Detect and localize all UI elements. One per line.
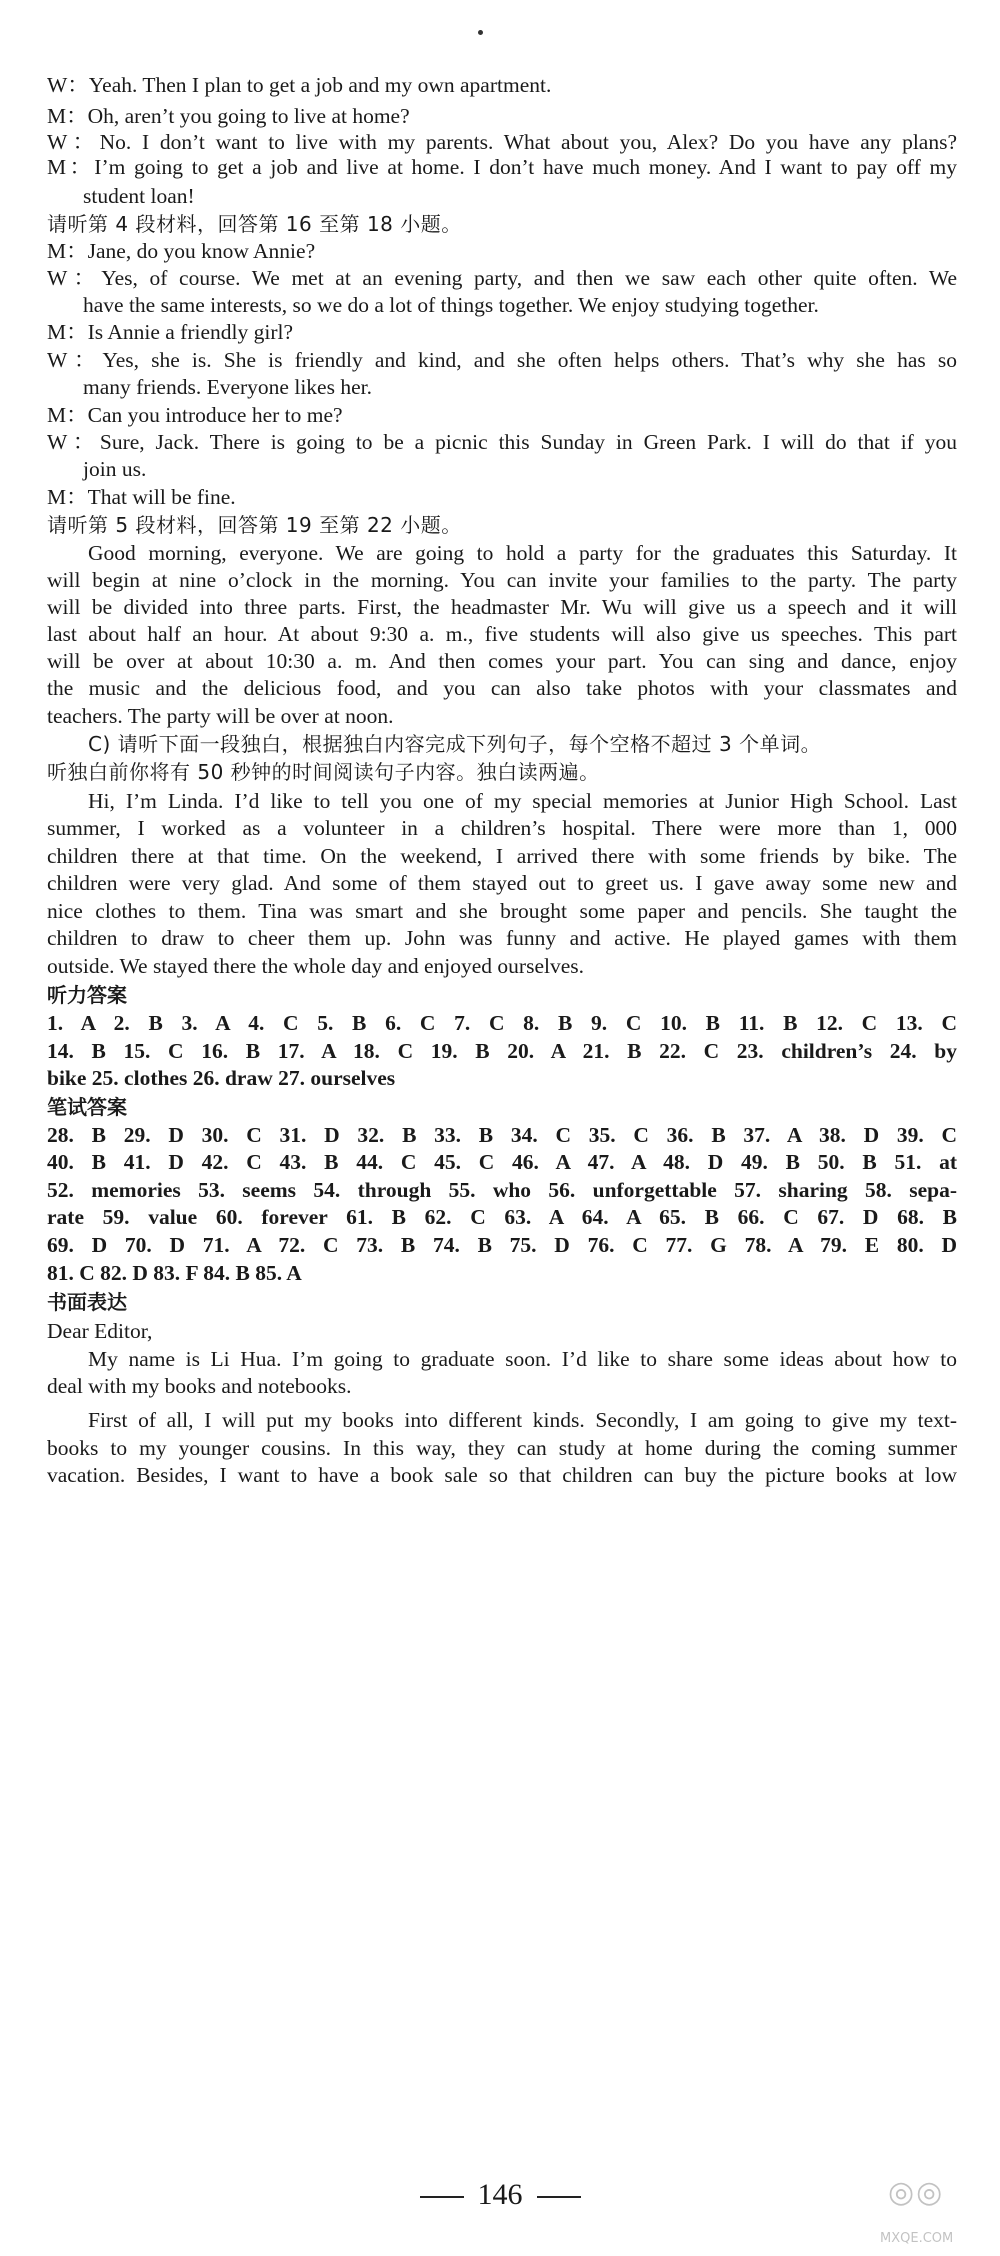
dialogue-line: have the same interests, so we do a lot of things together. We enjoy studying together. [83, 293, 819, 317]
dialogue-line: W：Sure, Jack. There is going to be a picnic this Sunday in Green Park. I will do that if you [47, 430, 957, 454]
answer-line: 69. D 70. D 71. A 72. C 73. B 74. B 75. D 76. C 77. G 78. A 79. E 80. D [47, 1233, 957, 1257]
monologue-line: Good morning, everyone. We are going to hold a party for the graduates this Saturday. It [88, 541, 957, 565]
letter-line: books to my younger cousins. In this way, they can study at home during the coming summer [47, 1436, 957, 1460]
dialogue-line: M：Jane, do you know Annie? [47, 239, 316, 263]
letter-line: First of all, I will put my books into different kinds. Secondly, I am going to give my text- [88, 1408, 957, 1432]
monologue-line: last about half an hour. At about 9:30 a. m., five students will also give us speeches. This part [47, 622, 957, 646]
watermark-mark: ◎◎ [888, 2175, 945, 2210]
dialogue-line: W：No. I don’t want to live with my parents. What about you, Alex? Do you have any plans? [47, 130, 957, 154]
dialogue-line: W：Yeah. Then I plan to get a job and my own apartment. [47, 73, 552, 97]
dialogue-line: W：Yes, she is. She is friendly and kind, and she often helps others. That’s why she has so [47, 348, 957, 372]
letter-salutation: Dear Editor, [47, 1319, 153, 1343]
answer-line: 28. B 29. D 30. C 31. D 32. B 33. B 34. C 35. C 36. B 37. A 38. D 39. C [47, 1123, 957, 1147]
section-instruction: 请听第 4 段材料，回答第 16 至第 18 小题。 [47, 212, 462, 236]
dialogue-line: M：I’m going to get a job and live at home. I don’t have much money. And I want to pay off my [47, 155, 957, 179]
answer-line: 52. memories 53. seems 54. through 55. who 56. unforgettable 57. sharing 58. sepa- [47, 1178, 957, 1202]
dialogue-line: many friends. Everyone likes her. [83, 375, 372, 399]
watermark-logo [880, 2175, 980, 2250]
page-number-dash [420, 2196, 464, 2198]
dialogue-line: M：Can you introduce her to me? [47, 403, 343, 427]
answer-line: 14. B 15. C 16. B 17. A 18. C 19. B 20. A 21. B 22. C 23. children’s 24. by [47, 1039, 957, 1063]
dialogue-line: M：That will be fine. [47, 485, 236, 509]
monologue-line: children were very glad. And some of them stayed out to greet us. I gave away some new and [47, 871, 957, 895]
monologue-line: Hi, I’m Linda. I’d like to tell you one of my special memories at Junior High School. Last [88, 789, 957, 813]
letter-line: vacation. Besides, I want to have a book sale so that children can buy the picture books at low [47, 1463, 957, 1487]
answer-line: bike 25. clothes 26. draw 27. ourselves [47, 1066, 396, 1090]
part-c-instruction: C) 请听下面一段独白，根据独白内容完成下列句子，每个空格不超过 3 个单词。 [88, 732, 822, 756]
monologue-line: children there at that time. On the weekend, I arrived there with some friends by bike. The [47, 844, 957, 868]
monologue-line: nice clothes to them. Tina was smart and she brought some paper and pencils. She taught the [47, 899, 957, 923]
section-instruction: 请听第 5 段材料，回答第 19 至第 22 小题。 [47, 513, 462, 537]
page-number-value: 146 [477, 2178, 523, 2211]
answer-line: 1. A 2. B 3. A 4. C 5. B 6. C 7. C 8. B 9. C 10. B 11. B 12. C 13. C [47, 1011, 957, 1035]
dialogue-line: M：Oh, aren’t you going to live at home? [47, 104, 410, 128]
written-answers-heading: 笔试答案 [47, 1095, 127, 1119]
answer-line: 40. B 41. D 42. C 43. B 44. C 45. C 46. A 47. A 48. D 49. B 50. B 51. at [47, 1150, 957, 1174]
dialogue-line: join us. [83, 457, 147, 481]
monologue-line: will begin at nine o’clock in the morning. You can invite your families to the party. The party [47, 568, 957, 592]
writing-heading: 书面表达 [47, 1290, 127, 1314]
decorative-dot [478, 30, 483, 35]
monologue-line: outside. We stayed there the whole day and enjoyed ourselves. [47, 954, 585, 978]
dialogue-line: W：Yes, of course. We met at an evening party, and then we saw each other quite often. We [47, 266, 957, 290]
letter-line: My name is Li Hua. I’m going to graduate soon. I’d like to share some ideas about how to [88, 1347, 957, 1371]
page-number-dash [537, 2196, 581, 2198]
monologue-line: will be over at about 10:30 a. m. And then comes your part. You can sing and dance, enjoy [47, 649, 957, 673]
monologue-line: will be divided into three parts. First, the headmaster Mr. Wu will give us a speech and it will [47, 595, 957, 619]
monologue-line: the music and the delicious food, and you can also take photos with your classmates and [47, 676, 957, 700]
page-number [400, 2178, 600, 2212]
answer-line: 81. C 82. D 83. F 84. B 85. A [47, 1261, 302, 1285]
listening-answers-heading: 听力答案 [47, 983, 127, 1007]
monologue-line: summer, I worked as a volunteer in a children’s hospital. There were more than 1, 000 [47, 816, 957, 840]
monologue-line: children to draw to cheer them up. John was funny and active. He played games with them [47, 926, 957, 950]
dialogue-line: M：Is Annie a friendly girl? [47, 320, 294, 344]
monologue-line: teachers. The party will be over at noon. [47, 704, 394, 728]
watermark-url: MXQE.COM [880, 2231, 954, 2246]
dialogue-line: student loan! [83, 184, 195, 208]
answer-line: rate 59. value 60. forever 61. B 62. C 63. A 64. A 65. B 66. C 67. D 68. B [47, 1205, 957, 1229]
letter-line: deal with my books and notebooks. [47, 1374, 352, 1398]
part-c-instruction: 听独白前你将有 50 秒钟的时间阅读句子内容。独白读两遍。 [47, 760, 600, 784]
